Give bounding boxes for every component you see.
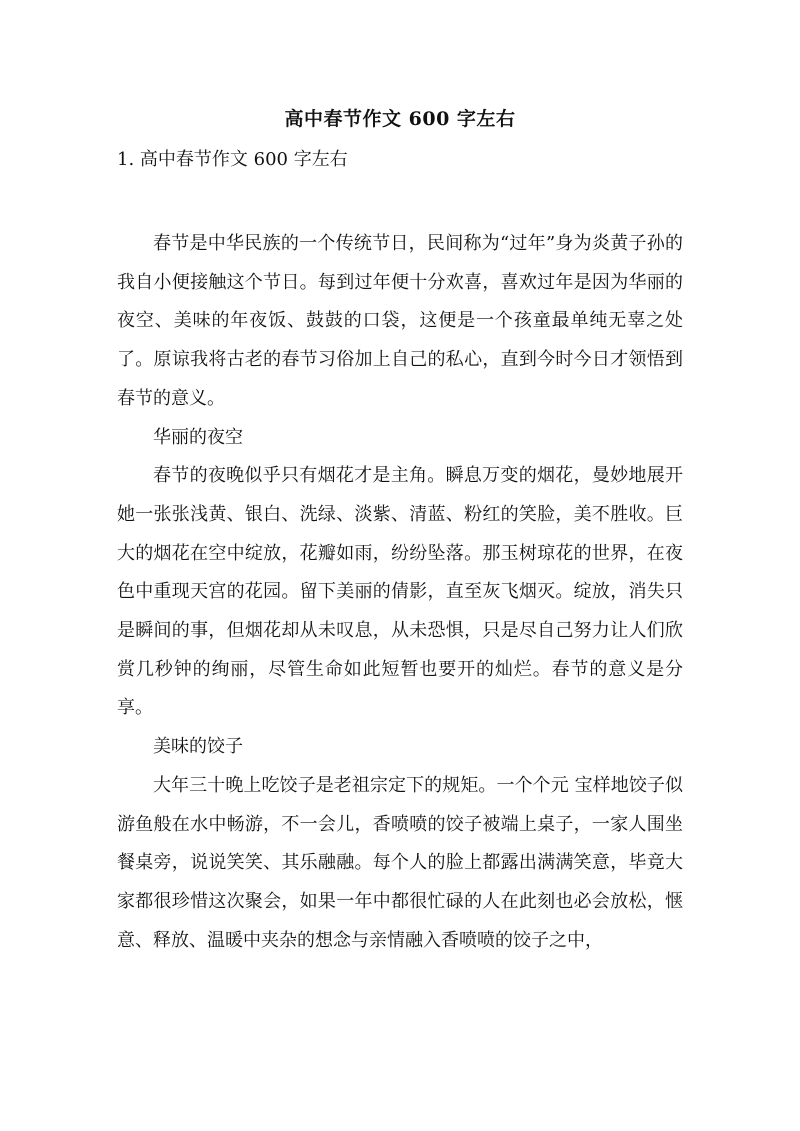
subheading-dumplings: 美味的饺子	[153, 736, 243, 758]
subheading-night-sky: 华丽的夜空	[153, 426, 243, 448]
document-body	[117, 225, 683, 960]
paragraph-intro: 春节是中华民族的一个传统节日，民间称为“过年”身为炎黄子孙的我自小便接触这个节日。每到过年便十分欢喜，喜欢过年是因为华丽的夜空、美味的年夜饭、鼓鼓的口袋，这便是一个孩童最单纯无辜之处了。原谅我将古老的春节习俗加上自己的私心，直到今时今日才领悟到春节的意义。	[117, 233, 683, 409]
section-heading: 1. 高中春节作文 600 字左右	[117, 149, 348, 170]
paragraph-fireworks: 春节的夜晚似乎只有烟花才是主角。瞬息万变的烟花，曼妙地展开她一张张浅黄、银白、洗绿、淡紫、清蓝、粉红的笑脸，美不胜收。巨大的烟花在空中绽放，花瓣如雨，纷纷坠落。那玉树琼花的世界，在夜色中重现天宫的花园。留下美丽的倩影，直至灰飞烟灭。绽放，消失只是瞬间的事，但烟花却从未叹息，从未恐惧，只是尽自己努力让人们欣赏几秒钟的绚丽，尽管生命如此短暂也要开的灿烂。春节的意义是分享。	[117, 465, 683, 719]
paragraph-dumplings: 大年三十晚上吃饺子是老祖宗定下的规矩。一个个元 宝样地饺子似游鱼般在水中畅游，不一会儿，香喷喷的饺子被端上桌子，一家人围坐餐桌旁，说说笑笑、其乐融融。每个人的脸上都露出满满笑意，毕竟大家都很珍惜这次聚会，如果一年中都很忙碌的人在此刻也必会放松，惬意、释放、温暖中夹杂的想念与亲情融入香喷喷的饺子之中，	[117, 774, 683, 951]
document-title: 高中春节作文 600 字左右	[284, 108, 516, 130]
